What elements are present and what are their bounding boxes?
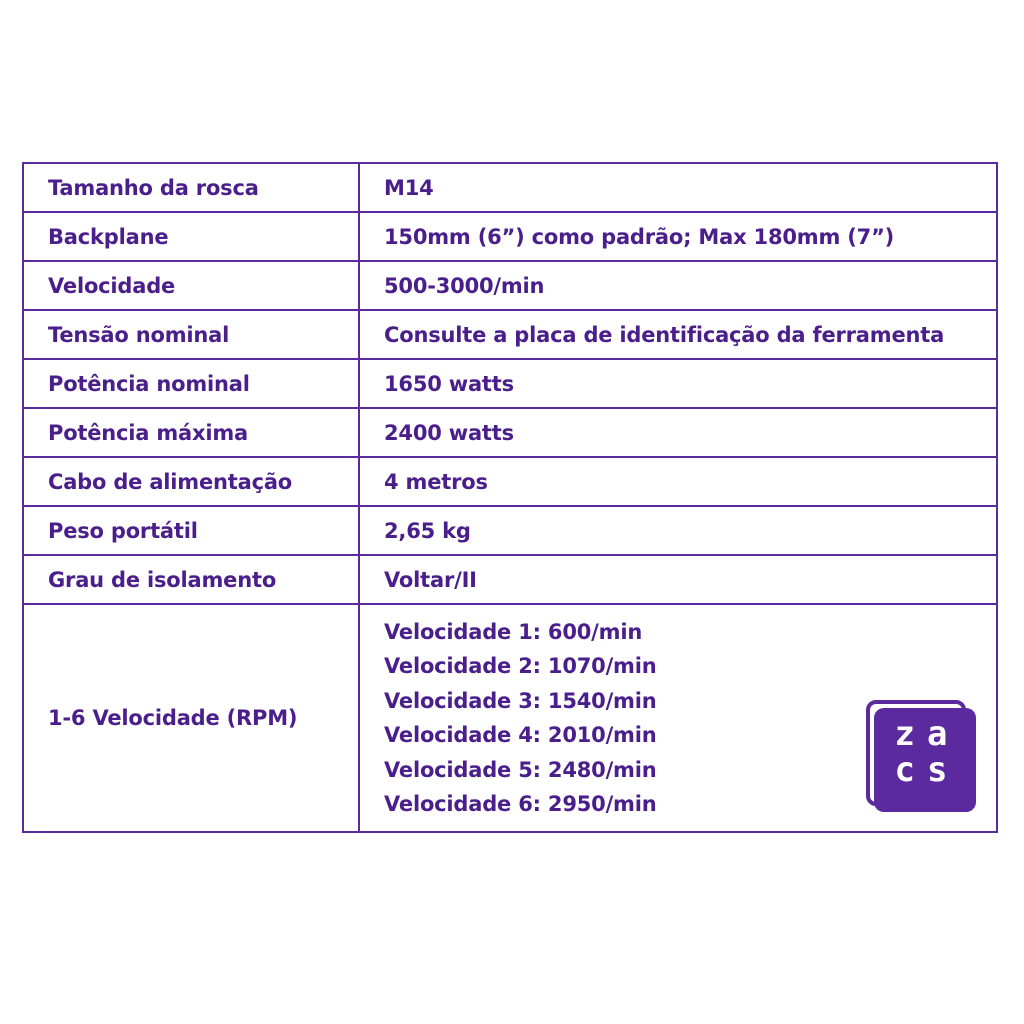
logo-line-1: za xyxy=(894,714,960,754)
spec-value: 2,65 kg xyxy=(359,506,997,555)
spec-label: Potência máxima xyxy=(23,408,359,457)
logo-line-2: cs xyxy=(894,750,960,790)
speed-item: Velocidade 2: 1070/min xyxy=(384,654,657,678)
spec-label: Tensão nominal xyxy=(23,310,359,359)
spec-label: Tamanho da rosca xyxy=(23,163,359,212)
spec-value: 500-3000/min xyxy=(359,261,997,310)
spec-row-rated-power xyxy=(23,359,997,408)
spec-value: Voltar/II xyxy=(359,555,997,604)
spec-row-thread-size xyxy=(23,163,997,212)
spec-label: Velocidade xyxy=(23,261,359,310)
spec-value: 1650 watts xyxy=(359,359,997,408)
speed-item: Velocidade 4: 2010/min xyxy=(384,723,657,747)
spec-label: Potência nominal xyxy=(23,359,359,408)
speed-item: Velocidade 3: 1540/min xyxy=(384,688,657,713)
spec-value: 150mm (6”) como padrão; Max 180mm (7”) xyxy=(359,212,997,261)
spec-value: Consulte a placa de identificação da ferramenta xyxy=(359,310,997,359)
spec-row-backplane xyxy=(23,212,997,261)
speed-item: Velocidade 5: 2480/min xyxy=(384,757,657,782)
spec-row-rated-voltage xyxy=(23,310,997,359)
spec-label: Grau de isolamento xyxy=(23,555,359,604)
spec-value: 2400 watts xyxy=(359,408,997,457)
spec-label: Backplane xyxy=(23,212,359,261)
spec-row-rpm xyxy=(23,604,997,832)
spec-row-max-power xyxy=(23,408,997,457)
spec-row-speed xyxy=(23,261,997,310)
spec-row-insulation xyxy=(23,555,997,604)
spec-table xyxy=(22,162,998,833)
spec-value: 4 metros xyxy=(359,457,997,506)
spec-label: Peso portátil xyxy=(23,506,359,555)
speed-item: Velocidade 1: 600/min xyxy=(384,619,643,644)
logo-letters xyxy=(880,716,968,796)
spec-row-power-cable xyxy=(23,457,997,506)
spec-value: M14 xyxy=(359,163,997,212)
spec-row-weight xyxy=(23,506,997,555)
spec-label: Cabo de alimentação xyxy=(23,457,359,506)
speed-item: Velocidade 6: 2950/min xyxy=(384,792,657,816)
zacs-logo xyxy=(866,700,976,812)
spec-label: 1-6 Velocidade (RPM) xyxy=(23,604,359,832)
